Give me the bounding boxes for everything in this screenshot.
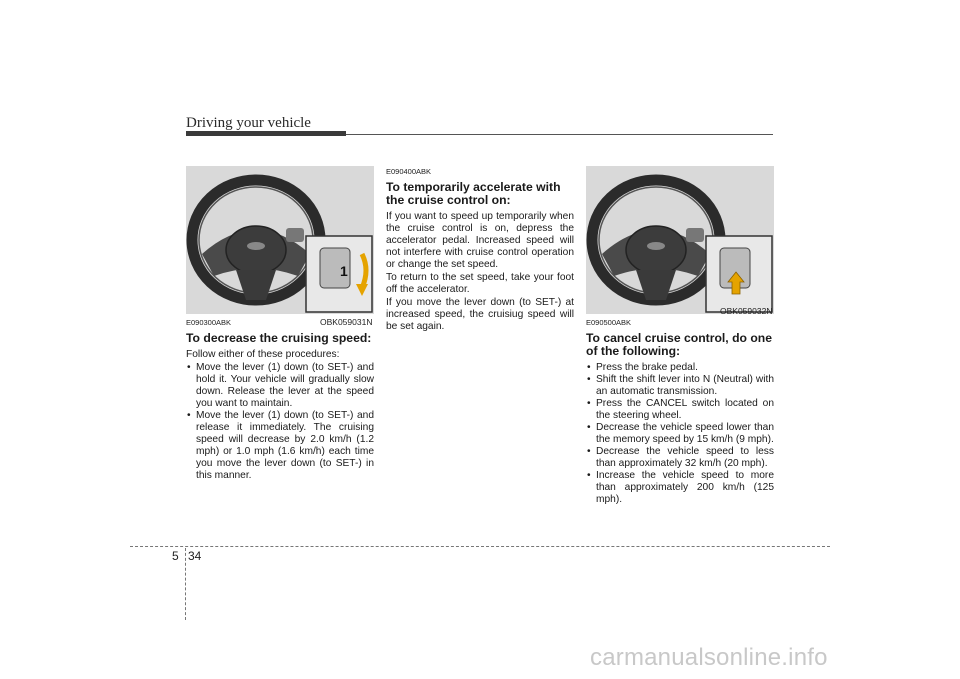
steering-wheel-figure-lever-down [186,166,374,314]
watermark: carmanualsonline.info [590,644,828,671]
footer-rule [130,546,830,547]
steering-wheel-illustration [186,166,374,314]
steering-wheel-figure-cancel [586,166,774,314]
list-item: • Move the lever (1) down (to SET-) and hold it. Your vehicle will gradually slow down. Release the lever at the speed you want to maintain. [186,362,374,410]
section-heading: To cancel cruise control, do one of the following: [586,331,773,358]
paragraph: If you move the lever down (to SET-) at increased speed, the cruisiug speed will be set again. [386,297,574,332]
procedure-list [186,362,374,482]
list-item: • Press the CANCEL switch located on the steering wheel. [586,398,774,422]
cancel-conditions-list [586,362,774,506]
page-number: 34 [188,549,202,563]
list-item: • Press the brake pedal. [586,362,774,374]
figure-code: OBK059032N [720,306,773,316]
column-decrease-speed [186,317,374,482]
list-item: • Decrease the vehicle speed lower than the memory speed by 15 km/h (9 mph). [586,422,774,446]
paragraph: If you want to speed up temporarily when the cruise control is on, depress the accelerator pedal. Increased speed will not interfere with cruise control operation or change the set speed. [386,211,574,270]
paragraph: To return to the set speed, take your foot off the accelerator. [386,272,574,295]
section-code: E090400ABK [386,167,432,176]
column-temporary-accelerate [386,166,574,334]
list-item: • Increase the vehicle speed to more than approximately 200 km/h (125 mph). [586,470,774,506]
header-rule-accent [186,131,346,136]
callout-number-1: 1 [340,263,348,279]
list-item: • Shift the shift lever into N (Neutral) with an automatic transmission. [586,374,774,398]
steering-wheel-illustration [586,166,774,314]
section-code: E090500ABK [586,318,632,327]
section-heading: To decrease the cruising speed: [186,331,372,345]
section-heading: To temporarily accelerate with the cruise control on: [386,180,561,207]
footer-divider [185,548,186,620]
intro-text: Follow either of these procedures: [186,349,340,360]
column-cancel-cruise [586,317,774,506]
list-item: • Move the lever (1) down (to SET-) and release it immediately. The cruising speed will decrease by 2.0 km/h (1.2 mph) or 1.0 mph (1.6 km/h) each time you move the lever down (to SET-) in this manner. [186,410,374,482]
chapter-number: 5 [172,549,179,563]
section-title: Driving your vehicle [186,115,311,131]
figure-code: OBK059031N [320,317,373,327]
section-code: E090300ABK [186,318,232,327]
list-item: • Decrease the vehicle speed to less than approximately 32 km/h (20 mph). [586,446,774,470]
